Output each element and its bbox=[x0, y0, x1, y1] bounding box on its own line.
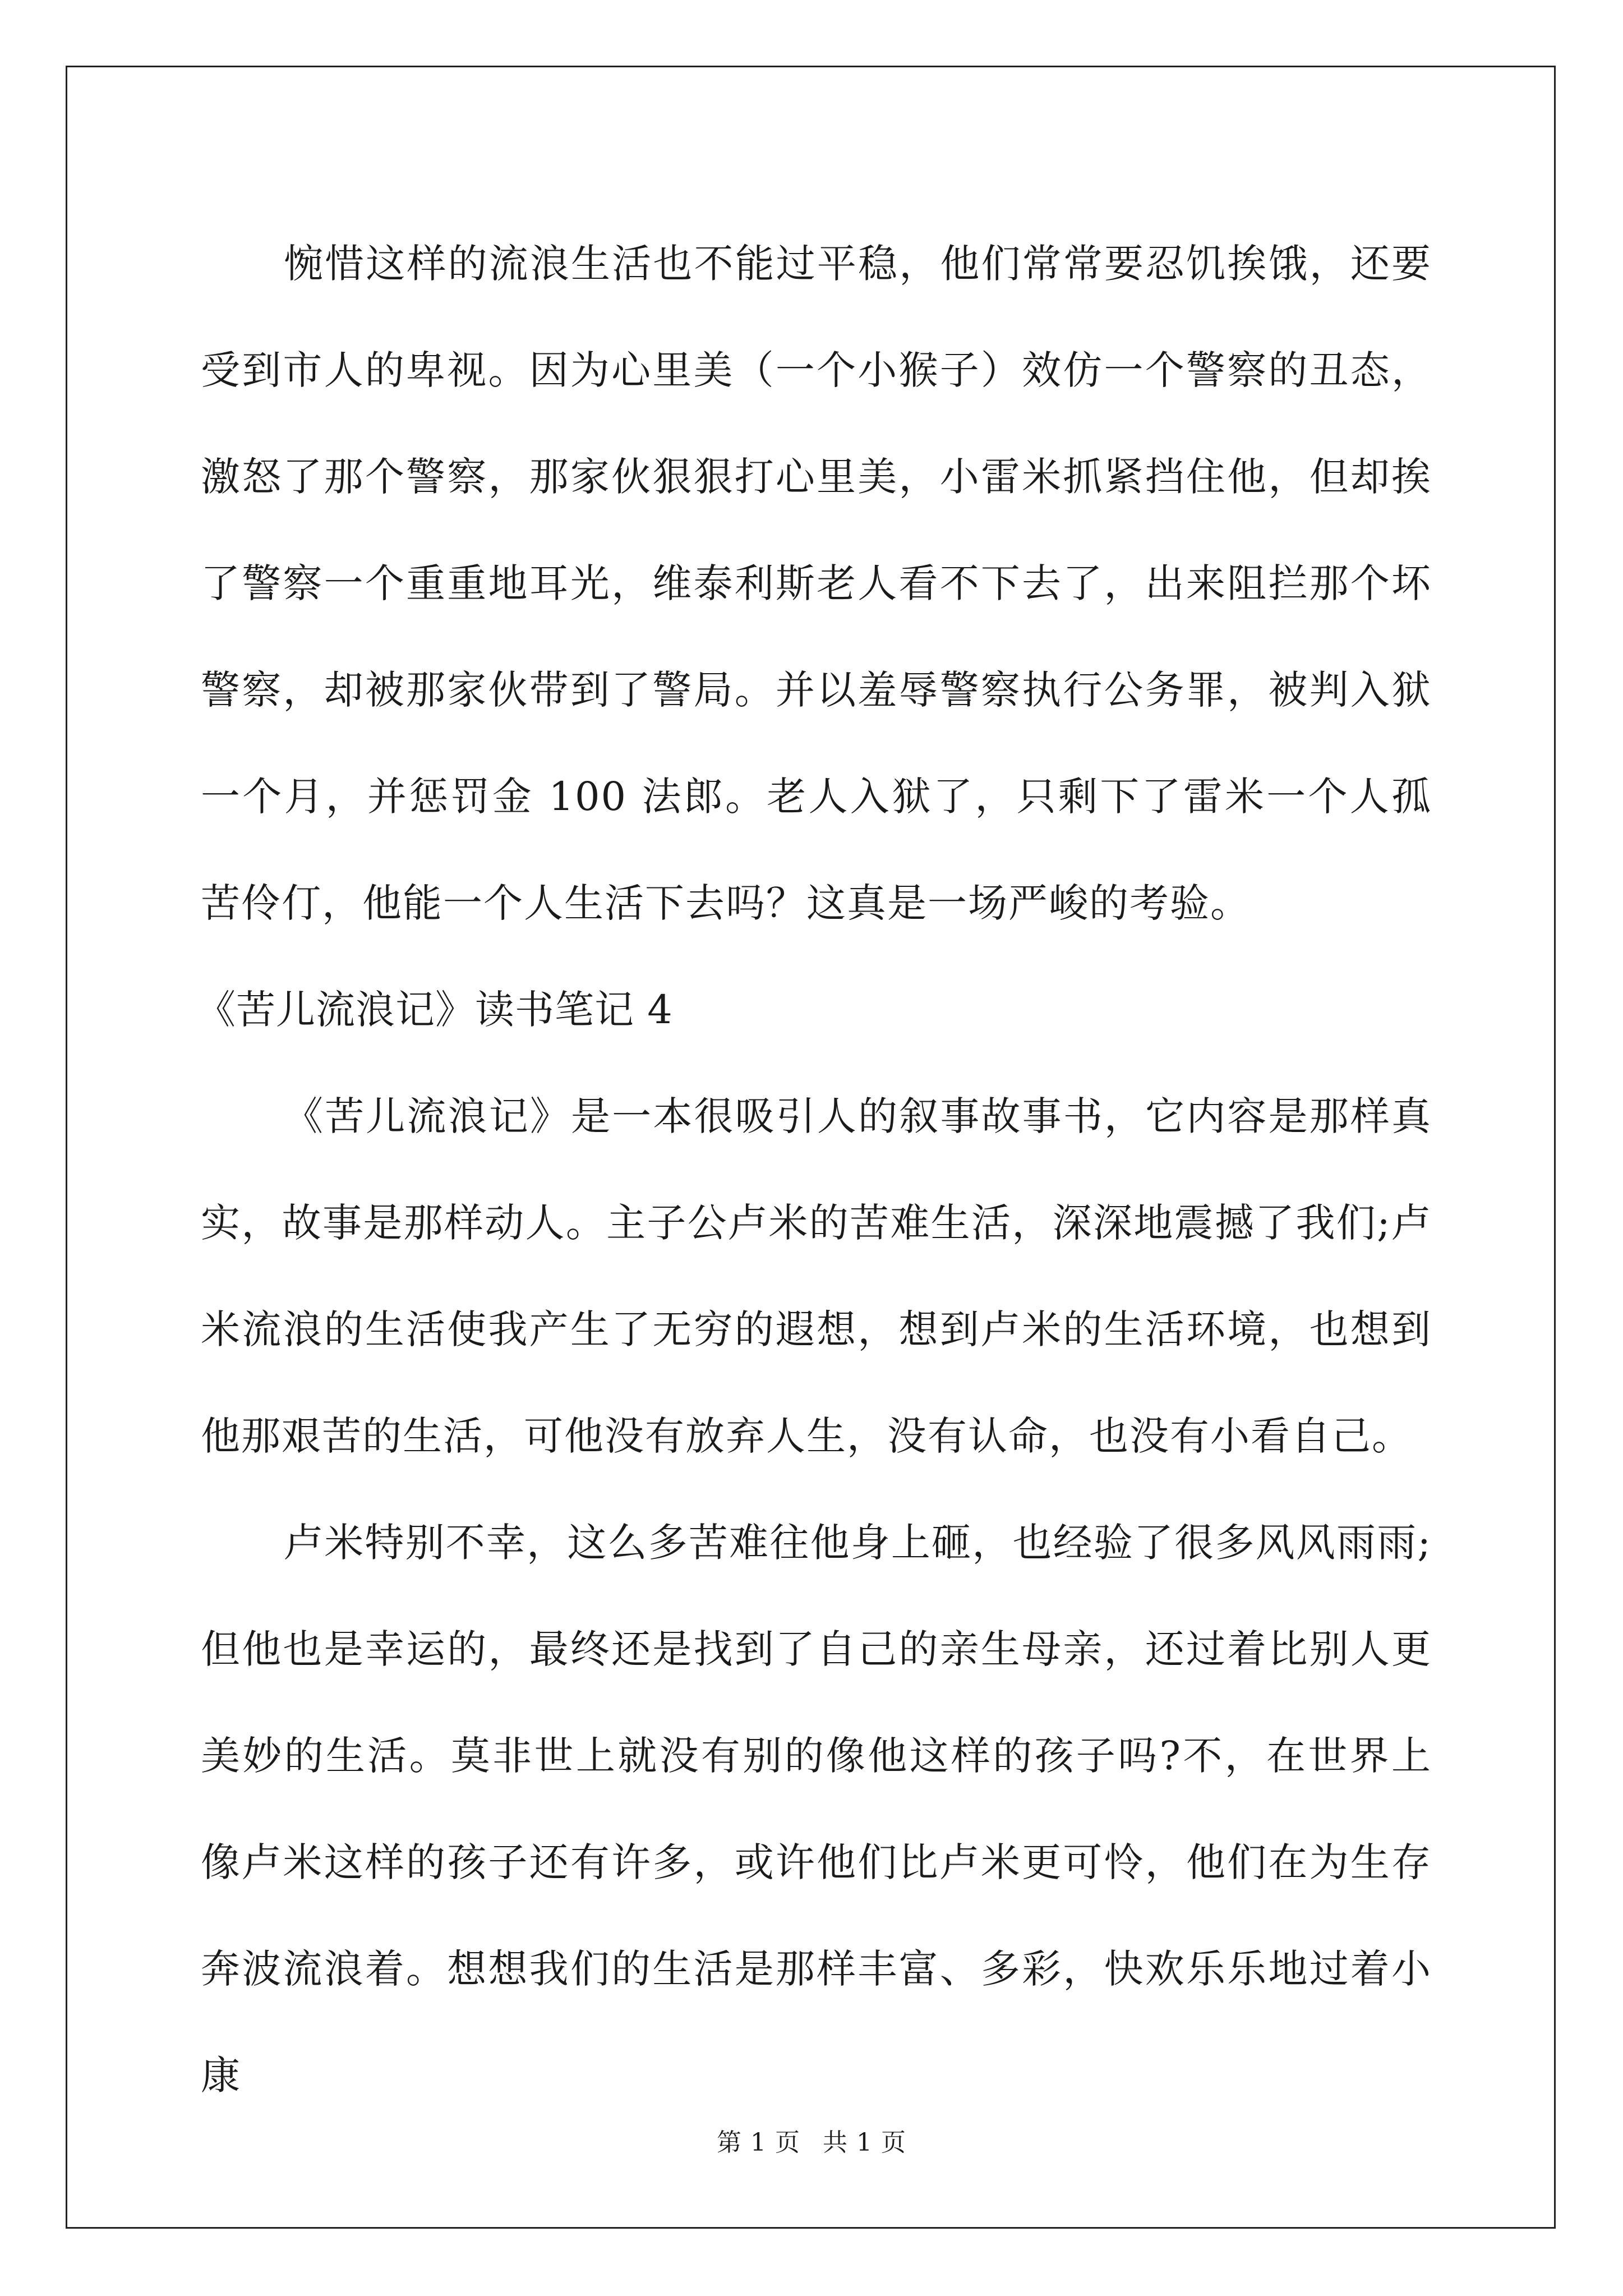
page-total: 共 1 页 bbox=[823, 2128, 906, 2157]
paragraph: 《苦儿流浪记》是一本很吸引人的叙事故事书，它内容是那样真实，故事是那样动人。主子公卢米的苦难生活，深深地震撼了我们;卢米流浪的生活使我产生了无穷的遐想，想到卢米的生活环境，也想到他那艰苦的生活，可他没有放弃人生，没有认命，也没有小看自己。 bbox=[201, 1093, 1432, 1459]
page-footer bbox=[0, 2126, 1623, 2160]
document-body bbox=[196, 210, 1432, 2129]
paragraph: 惋惜这样的流浪生活也不能过平稳，他们常常要忍饥挨饿，还要受到市人的卑视。因为心里美（一个小猴子）效仿一个警察的丑态，激怒了那个警察，那家伙狠狠打心里美，小雷米抓紧挡住他，但却挨了警察一个重重地耳光，维泰利斯老人看不下去了，出来阻拦那个坏警察，却被那家伙带到了警局。并以羞辱警察执行公务罪，被判入狱一个月，并惩罚金 100 法郎。老人入狱了，只剩下了雷米一个人孤苦伶仃，他能一个人生活下去吗？这真是一场严峻的考验。 bbox=[201, 241, 1432, 926]
section-heading: 《苦儿流浪记》读书笔记 4 bbox=[196, 987, 673, 1033]
page-number: 第 1 页 bbox=[717, 2128, 800, 2157]
paragraph: 卢米特别不幸，这么多苦难往他身上砸，也经验了很多风风雨雨;但他也是幸运的，最终还是找到了自己的亲生母亲，还过着比别人更美妙的生活。莫非世上就没有别的像他这样的孩子吗?不，在世界上像卢米这样的孩子还有许多，或许他们比卢米更可怜，他们在为生存奔波流浪着。想想我们的生活是那样丰富、多彩，快欢乐乐地过着小康 bbox=[201, 1520, 1432, 2099]
